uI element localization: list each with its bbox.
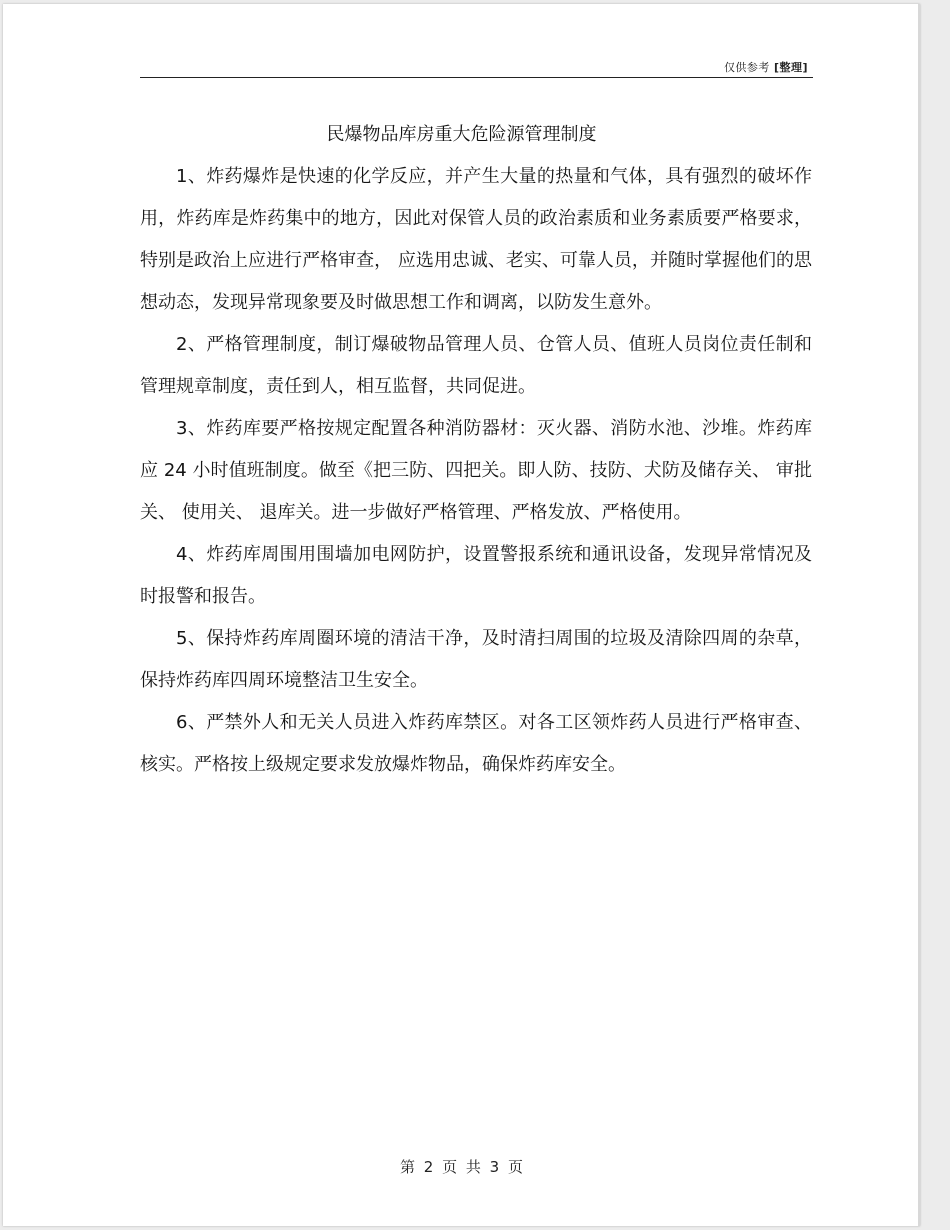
paragraph-2: 2、严格管理制度，制订爆破物品管理人员、仓管人员、值班人员岗位责任制和管理规章制度，责任到人，相互监督，共同促进。	[140, 334, 812, 397]
document-body	[140, 156, 812, 786]
page-number-footer: 第 2 页 共 3 页	[400, 1158, 523, 1176]
paragraph-3: 3、炸药库要严格按规定配置各种消防器材：灭火器、消防水池、沙堆。炸药库应 24 小时值班制度。做至《把三防、四把关。即人防、技防、犬防及储存关、 审批关、 使用关、 退库关。进一步做好严格管理、严格发放、严格使用。	[140, 418, 812, 523]
paragraph-5: 5、保持炸药库周圈环境的清洁干净，及时清扫周围的垃圾及清除四周的杂草，保持炸药库四周环境整洁卫生安全。	[140, 628, 812, 691]
paragraph-4: 4、炸药库周围用围墙加电网防护，设置警报系统和通讯设备，发现异常情况及时报警和报告。	[140, 544, 812, 607]
document-page	[3, 4, 920, 1226]
page-edge-divider	[918, 4, 920, 1226]
header-note-tag: [整理]	[773, 61, 808, 74]
document-title: 民爆物品库房重大危险源管理制度	[326, 124, 597, 145]
paragraph-6: 6、严禁外人和无关人员进入炸药库禁区。对各工区领炸药人员进行严格审查、核实。严格按上级规定要求发放爆炸物品，确保炸药库安全。	[140, 712, 812, 775]
header-note-prefix: 仅供参考	[723, 61, 770, 74]
header-note	[724, 59, 808, 75]
header-divider	[140, 77, 813, 78]
paragraph-1: 1、炸药爆炸是快速的化学反应，并产生大量的热量和气体，具有强烈的破坏作用，炸药库是炸药集中的地方，因此对保管人员的政治素质和业务素质要严格要求， 特别是政治上应进行严格审查， 应选用忠诚、老实、可靠人员，并随时掌握他们的思想动态，发现异常现象要及时做思想工作和调离，以防发生意外。	[140, 166, 812, 313]
